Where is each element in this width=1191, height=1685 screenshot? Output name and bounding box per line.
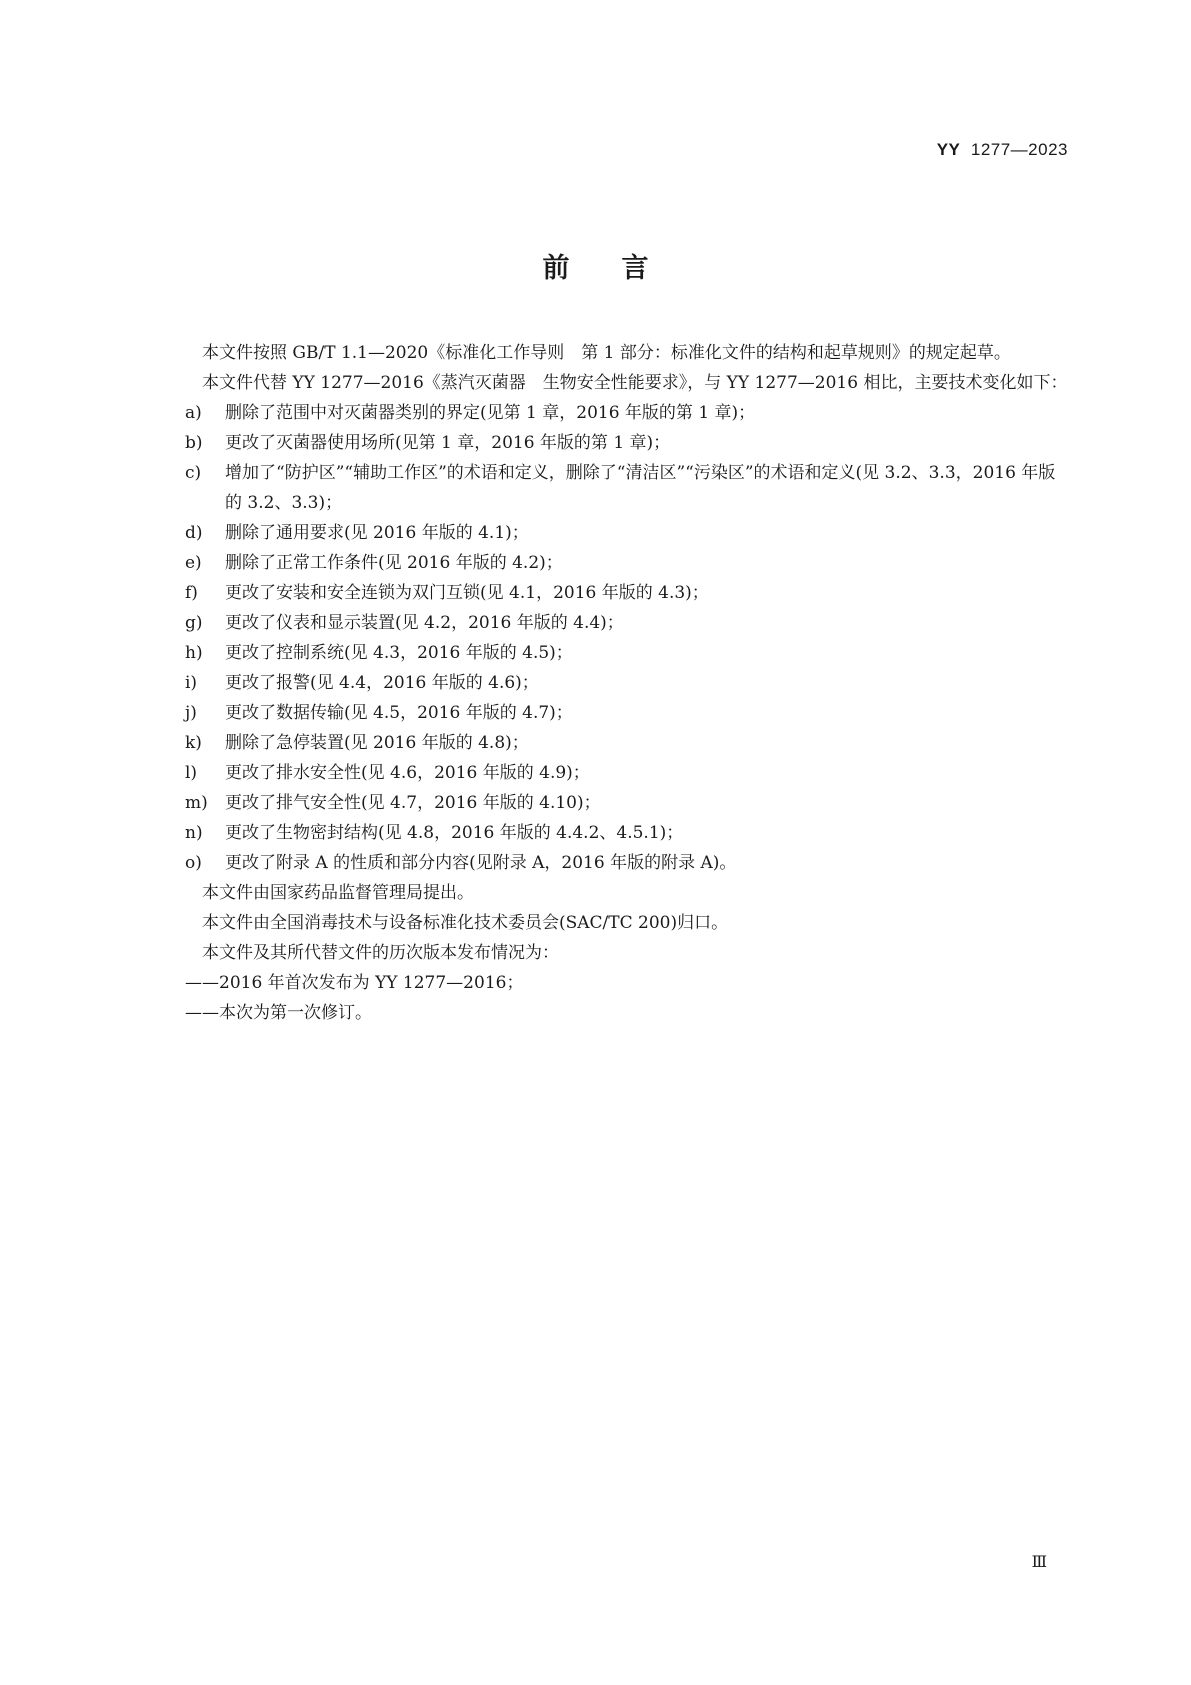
paragraph-proposed-by: 本文件由国家药品监督管理局提出。 [202,883,474,903]
list-item [164,398,1068,428]
paragraph-drafting-rules: 本文件按照 GB/T 1.1—2020《标准化工作导则 第 1 部分：标准化文件的结构和起草规则》的规定起草。 [202,343,1011,363]
page-title: 前言 [542,253,701,284]
foreword-body [164,338,1068,1028]
list-item-text: 更改了仪表和显示装置(见 4.2，2016 年版的 4.4)； [225,613,624,633]
list-item [164,818,1068,848]
paragraph-replaces: 本文件代替 YY 1277—2016《蒸汽灭菌器 生物安全性能要求》，与 YY 1277—2016 相比，主要技术变化如下： [202,373,1068,393]
history-item: ——本次为第一次修订。 [185,1003,372,1023]
list-marker: e) [185,553,202,573]
list-item-text: 删除了急停装置(见 2016 年版的 4.8)； [225,733,529,753]
list-marker: d) [185,523,203,543]
list-item [164,668,1068,698]
list-marker: o) [185,853,202,873]
changes-list [164,398,1068,878]
paragraph-version-history: 本文件及其所代替文件的历次版本发布情况为： [202,943,559,963]
list-item [164,518,1068,548]
list-item-text: 更改了附录 A 的性质和部分内容(见附录 A，2016 年版的附录 A)。 [225,853,737,873]
list-item [164,608,1068,638]
list-marker: l) [185,763,198,783]
paragraph-responsible-committee: 本文件由全国消毒技术与设备标准化技术委员会(SAC/TC 200)归口。 [202,913,729,933]
list-marker: a) [185,403,202,423]
list-item [164,848,1068,878]
list-item [164,458,1068,518]
list-item-text: 更改了排气安全性(见 4.7，2016 年版的 4.10)； [225,793,601,813]
list-item [164,728,1068,758]
list-item-text: 更改了数据传输(见 4.5，2016 年版的 4.7)； [225,703,573,723]
list-item-text: 更改了报警(见 4.4，2016 年版的 4.6)； [225,673,539,693]
list-marker: c) [185,463,202,483]
list-item [164,548,1068,578]
list-item-text: 删除了正常工作条件(见 2016 年版的 4.2)； [225,553,563,573]
list-item-text: 删除了范围中对灭菌器类别的界定(见第 1 章，2016 年版的第 1 章)； [225,403,756,423]
list-item [164,758,1068,788]
list-item-text: 删除了通用要求(见 2016 年版的 4.1)； [225,523,529,543]
list-item-text: 更改了安装和安全连锁为双门互锁(见 4.1，2016 年版的 4.3)； [225,583,709,603]
page-number: Ⅲ [1031,1554,1047,1571]
standard-code [937,140,1068,160]
list-item-text: 增加了“防护区”“辅助工作区”的术语和定义，删除了“清洁区”“污染区”的术语和定义(见 3.2、3.3，2016 年版的 3.2、3.3)； [225,463,1056,513]
list-marker: i) [185,673,198,693]
list-item-text: 更改了生物密封结构(见 4.8，2016 年版的 4.4.2、4.5.1)； [225,823,684,843]
list-item-text: 更改了控制系统(见 4.3，2016 年版的 4.5)； [225,643,573,663]
list-item [164,578,1068,608]
standard-number: 1277—2023 [970,140,1068,159]
list-item [164,698,1068,728]
list-marker: f) [185,583,198,603]
list-marker: j) [185,703,197,723]
standard-prefix: YY [936,140,961,159]
list-item-text: 更改了排水安全性(见 4.6，2016 年版的 4.9)； [225,763,590,783]
list-item [164,788,1068,818]
list-item-text: 更改了灭菌器使用场所(见第 1 章，2016 年版的第 1 章)； [225,433,671,453]
history-item: ——2016 年首次发布为 YY 1277—2016； [185,973,524,993]
list-marker: g) [185,613,203,633]
list-item [164,428,1068,458]
list-marker: h) [185,643,203,663]
list-marker: b) [185,433,203,453]
list-marker: k) [185,733,202,753]
list-item [164,638,1068,668]
list-marker: m) [185,793,208,813]
list-marker: n) [185,823,203,843]
